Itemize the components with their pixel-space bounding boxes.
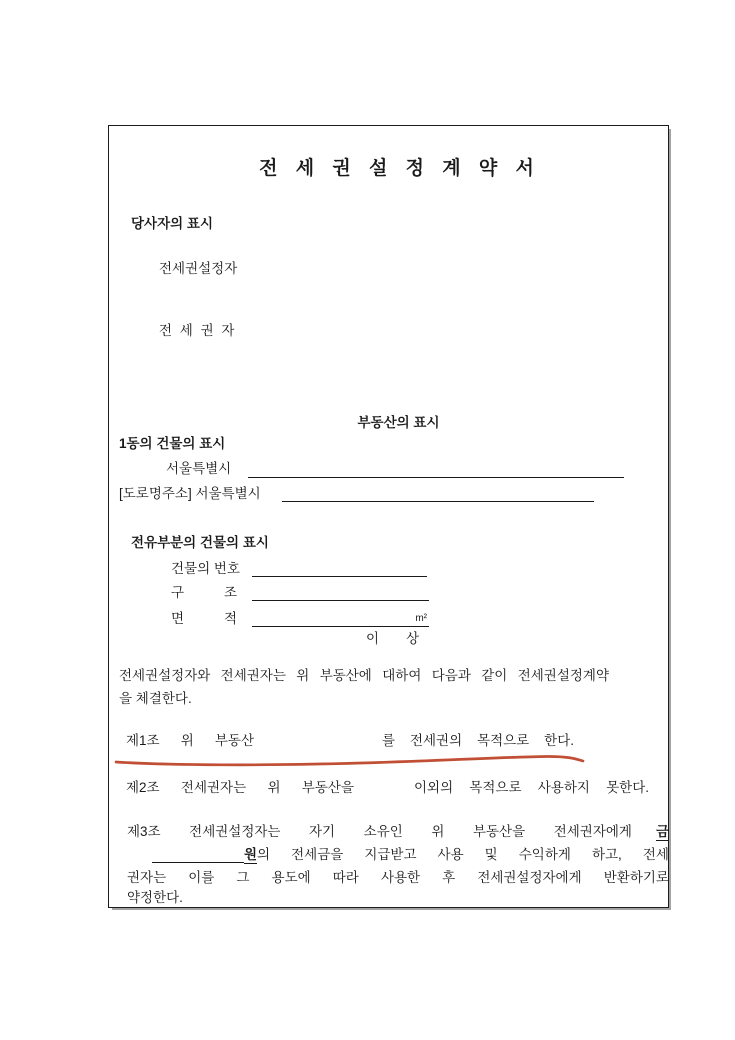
end-mark-2: 상: [406, 631, 420, 646]
end-mark-1: 이: [366, 631, 380, 646]
property-heading: 부동산의 표시: [357, 415, 440, 430]
intro-line-1: 전세권설정자와 전세권자는 위 부동산에 대하여 다음과 같이 전세권설정계약: [119, 668, 609, 683]
area-blank-line: [252, 626, 429, 627]
article3-line2: [152, 846, 669, 864]
contract-document: [108, 125, 669, 908]
holder-label: 전 세 권 자: [159, 323, 235, 338]
city-label: 서울특별시: [166, 461, 232, 476]
red-hand-underline: [109, 750, 609, 772]
structure-blank-line: [252, 600, 429, 601]
article3-line1: [127, 823, 669, 841]
article2-prefix: 제2조 전세권자는 위 부동산을: [126, 780, 354, 795]
road-address-label: [도로명주소] 서울특별시: [119, 486, 261, 501]
article2-suffix: 이외의 목적으로 사용하지 못한다.: [414, 780, 649, 795]
road-address-blank-line: [282, 501, 594, 502]
city-blank-line: [248, 477, 624, 478]
parties-heading: 당사자의 표시: [131, 216, 213, 231]
area-label-2: 적: [224, 611, 238, 626]
structure-label-1: 구: [171, 585, 185, 600]
article3-line1-text: 제3조 전세권설정자는 자기 소유인 위 부동산을 전세권자에게: [127, 824, 632, 839]
article3-money-emph: 금: [655, 824, 669, 839]
article3-line3: 권자는 이를 그 용도에 따라 사용한 후 전세권설정자에게 반환하기로: [127, 870, 669, 885]
page-title: 전 세 권 설 정 계 약 서: [259, 158, 538, 179]
area-unit-label: m²: [415, 613, 427, 624]
deposit-amount-blank-line: [152, 849, 244, 863]
building-number-label: 건물의 번호: [171, 561, 240, 576]
article1-prefix: 제1조 위 부동산: [126, 733, 254, 748]
article3-line2-text: 의 전세금을 지급받고 사용 및 수익하게 하고, 전세: [257, 847, 669, 862]
structure-label-2: 조: [224, 585, 238, 600]
red-underline-stroke: [116, 756, 583, 764]
area-label-1: 면: [171, 611, 185, 626]
building-number-blank-line: [252, 576, 427, 577]
article1-suffix: 를 전세권의 목적으로 한다.: [382, 733, 574, 748]
building-section-heading: 1동의 건물의 표시: [119, 436, 226, 451]
intro-line-2: 을 체결한다.: [119, 691, 192, 706]
exclusive-section-heading: 전유부분의 건물의 표시: [131, 535, 269, 550]
grantor-label: 전세권설정자: [159, 261, 238, 276]
article3-won-emph: 원: [244, 847, 258, 862]
article3-line4: 약정한다.: [127, 890, 183, 905]
